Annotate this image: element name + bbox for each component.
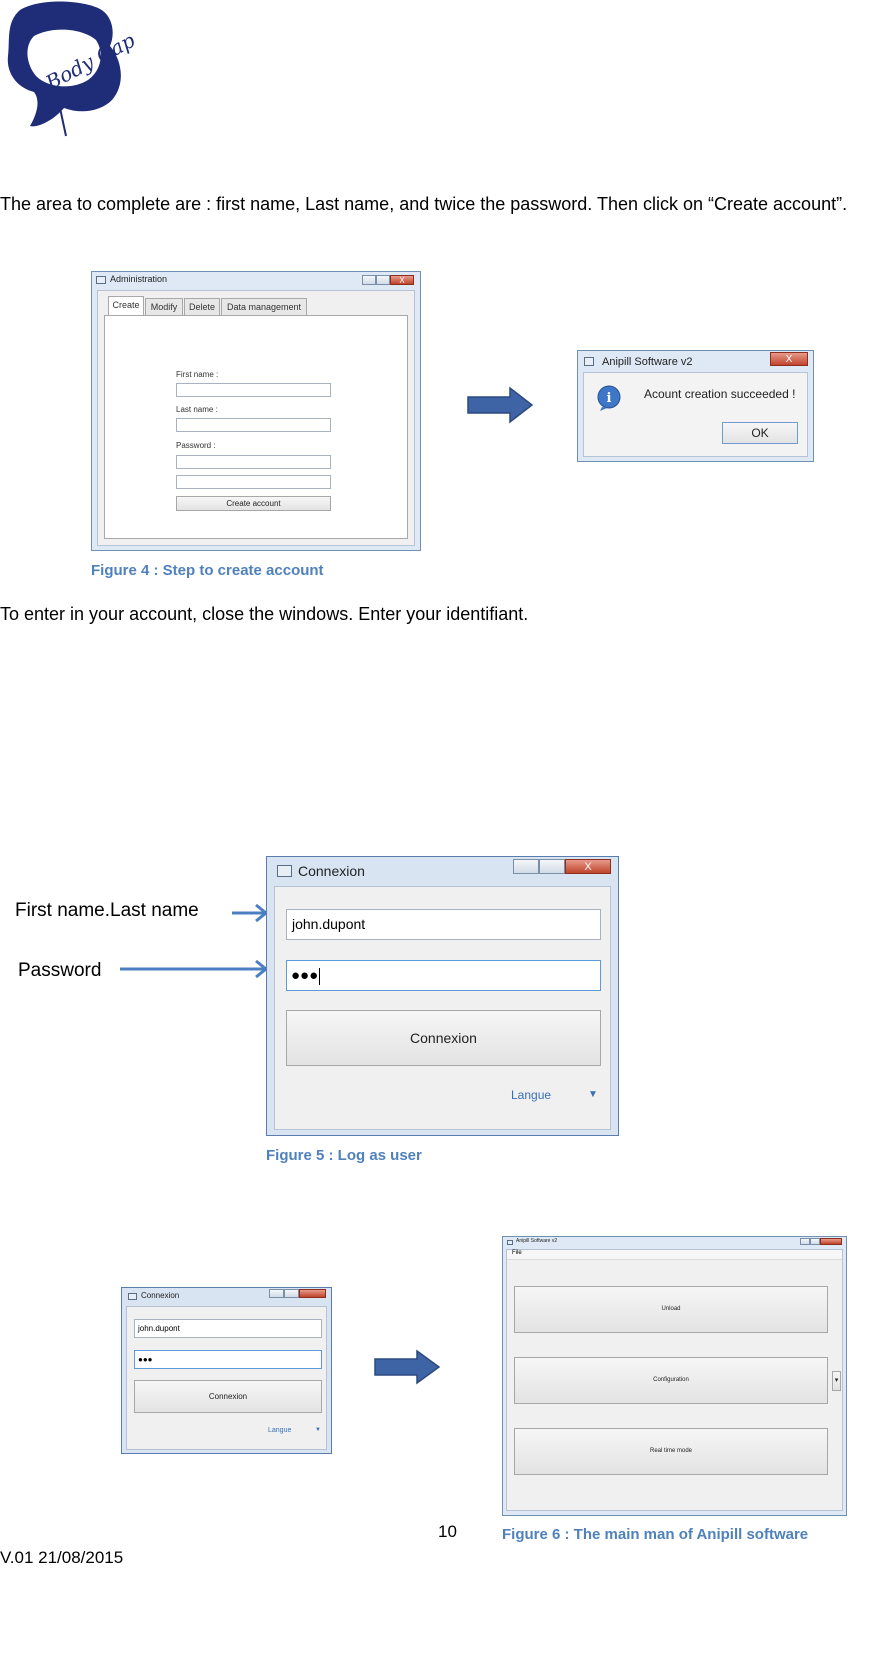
administration-window <box>91 271 421 551</box>
configuration-button[interactable]: Configuration <box>514 1357 828 1404</box>
dialog-message: Acount creation succeeded ! <box>644 387 796 401</box>
dialog-title: Anipill Software v2 <box>602 356 693 368</box>
maximize-button[interactable] <box>284 1289 299 1298</box>
connexion-button[interactable]: Connexion <box>134 1380 322 1413</box>
minimize-button[interactable] <box>362 275 376 285</box>
close-button[interactable]: X <box>390 275 414 285</box>
dialog-close-button[interactable]: X <box>770 352 808 366</box>
connexion-window-small <box>121 1287 332 1454</box>
intro-paragraph: The area to complete are : first name, Last name, and twice the password. Then click on “Create account”. <box>0 194 848 214</box>
figure-6-caption: Figure 6 : The main man of Anipill software <box>502 1526 809 1543</box>
language-label[interactable]: Langue <box>268 1427 292 1434</box>
close-button[interactable] <box>299 1289 326 1298</box>
figure-4-caption: Figure 4 : Step to create account <box>91 562 324 579</box>
username-value: john.dupont <box>292 916 366 932</box>
window-icon <box>128 1293 137 1300</box>
logo-text: Body Cap <box>41 27 136 95</box>
language-dropdown-icon[interactable]: ▼ <box>588 1089 598 1100</box>
real-time-mode-button[interactable]: Real time mode <box>514 1428 828 1475</box>
ok-button[interactable]: OK <box>722 422 798 444</box>
arrow-right-icon <box>373 1349 441 1385</box>
window-icon <box>277 865 292 877</box>
window-icon <box>96 276 106 284</box>
anipill-main-window <box>502 1236 847 1516</box>
username-value: john.dupont <box>138 1324 180 1333</box>
tab-data-management[interactable]: Data management <box>221 298 307 315</box>
window-title: Anipill Software v2 <box>516 1238 558 1244</box>
username-annotation: First name.Last name <box>15 900 199 921</box>
close-button[interactable] <box>820 1238 842 1245</box>
menu-bar <box>507 1250 842 1260</box>
window-icon <box>584 357 594 366</box>
username-input[interactable] <box>134 1319 322 1338</box>
language-label[interactable]: Langue <box>511 1088 552 1102</box>
window-title: Connexion <box>298 863 365 879</box>
close-button[interactable]: X <box>565 859 611 874</box>
window-client-area <box>506 1249 843 1511</box>
password-label: Password : <box>176 441 216 450</box>
arrow-pointer-icon <box>230 900 270 926</box>
arrow-pointer-icon <box>118 956 270 982</box>
last-name-input[interactable] <box>176 418 331 432</box>
menu-file[interactable]: File <box>512 1250 522 1256</box>
minimize-button[interactable] <box>269 1289 284 1298</box>
window-client-area <box>274 886 611 1130</box>
window-client-area <box>126 1306 327 1450</box>
maximize-button[interactable] <box>539 859 565 874</box>
window-title: Administration <box>110 274 168 284</box>
last-name-label: Last name : <box>176 405 218 414</box>
password-annotation: Password <box>18 960 102 981</box>
first-name-label: First name : <box>176 370 219 379</box>
company-logo <box>0 0 136 140</box>
tab-create[interactable]: Create <box>108 296 144 315</box>
side-toggle-button[interactable]: ▾ <box>832 1371 841 1391</box>
dialog-client-area <box>583 372 808 457</box>
logo-graphic <box>0 0 136 140</box>
window-icon <box>507 1240 513 1245</box>
window-title: Connexion <box>141 1291 180 1300</box>
figure-5-caption: Figure 5 : Log as user <box>266 1147 422 1164</box>
minimize-button[interactable] <box>800 1238 810 1245</box>
password-value: ●●● <box>291 967 319 984</box>
first-name-input[interactable] <box>176 383 331 397</box>
password-confirm-input[interactable] <box>176 475 331 489</box>
arrow-right-icon <box>466 386 534 424</box>
password-input[interactable] <box>134 1350 322 1369</box>
maximize-button[interactable] <box>810 1238 820 1245</box>
maximize-button[interactable] <box>376 275 390 285</box>
username-input[interactable] <box>286 909 601 940</box>
unload-button[interactable]: Unload <box>514 1286 828 1333</box>
svg-text:i: i <box>606 391 612 406</box>
info-icon <box>596 385 622 411</box>
connexion-button[interactable]: Connexion <box>286 1010 601 1066</box>
window-client-area <box>97 290 415 546</box>
language-dropdown-icon[interactable]: ▼ <box>315 1427 321 1433</box>
text-cursor <box>319 968 320 985</box>
password-input[interactable] <box>176 455 331 469</box>
version-footer: V.01 21/08/2015 <box>0 1548 124 1567</box>
enter-paragraph: To enter in your account, close the windows. Enter your identifiant. <box>0 604 529 624</box>
tab-panel <box>104 315 408 539</box>
minimize-button[interactable] <box>513 859 539 874</box>
page-number: 10 <box>438 1522 457 1541</box>
tab-modify[interactable]: Modify <box>145 298 183 315</box>
connexion-window <box>266 856 619 1136</box>
password-value: ●●● <box>138 1355 153 1364</box>
password-input[interactable] <box>286 960 601 991</box>
create-account-button[interactable]: Create account <box>176 496 331 511</box>
success-dialog <box>577 350 814 462</box>
tab-delete[interactable]: Delete <box>184 298 220 315</box>
